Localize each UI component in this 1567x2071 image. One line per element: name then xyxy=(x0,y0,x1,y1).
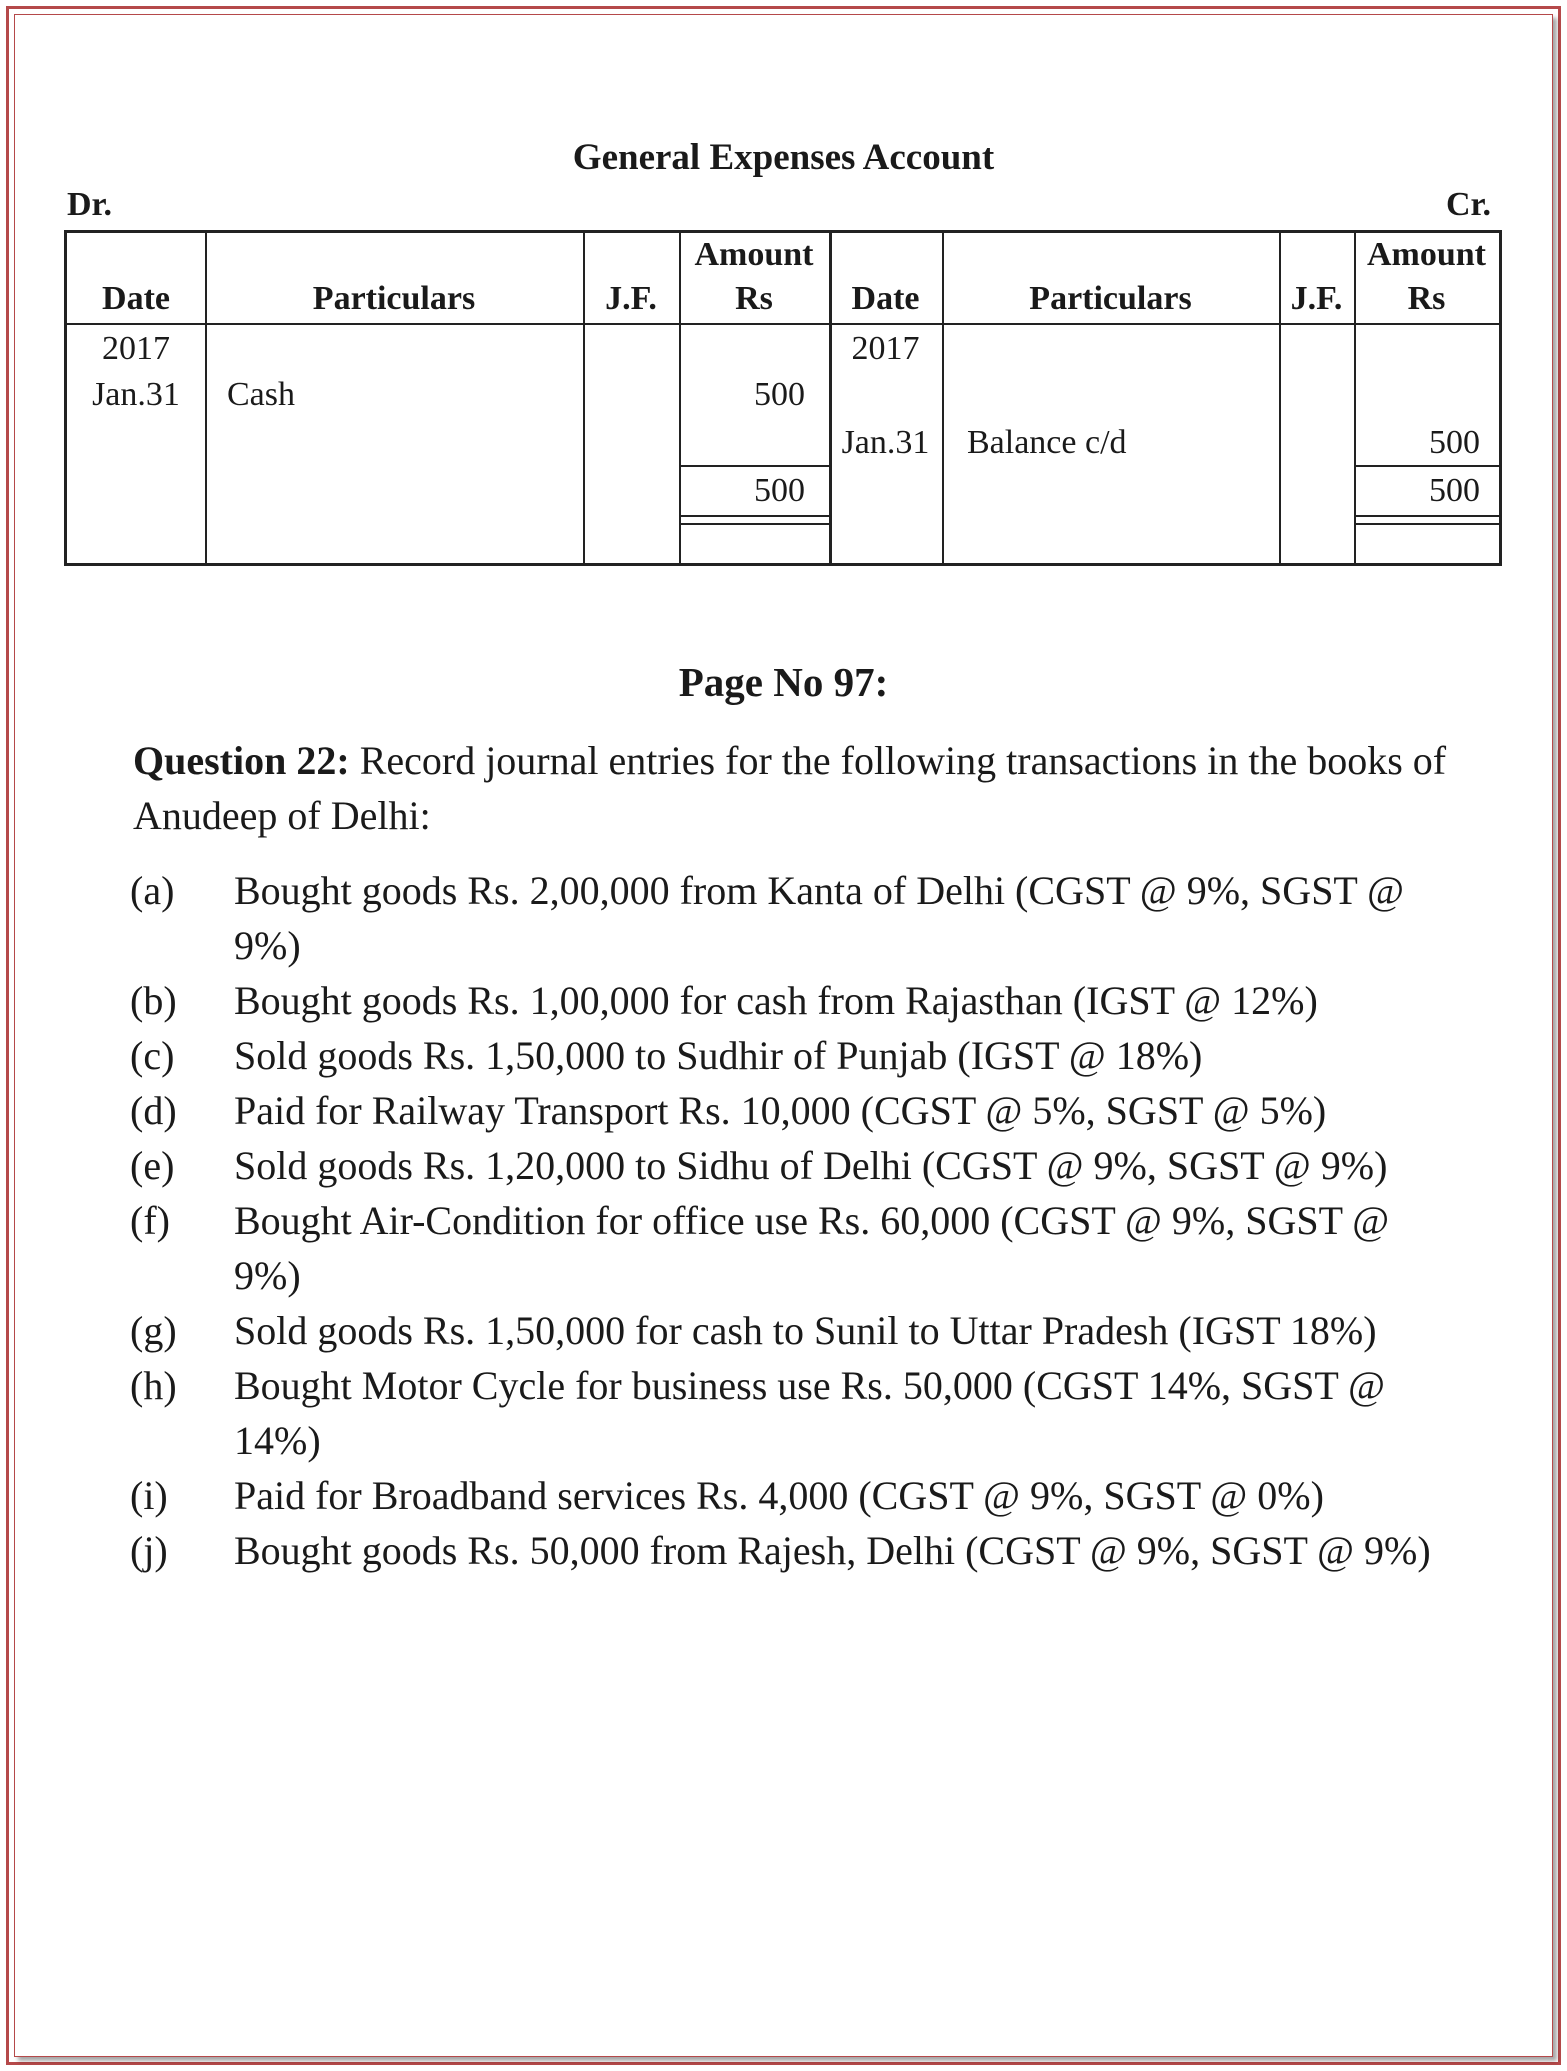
list-item xyxy=(130,1468,1460,1523)
credit-jf-header: J.F. xyxy=(1290,280,1343,317)
credit-total-rule-top xyxy=(1354,465,1499,467)
item-label: (f) xyxy=(130,1198,170,1243)
list-item xyxy=(130,1138,1460,1193)
item-label: (h) xyxy=(130,1363,177,1408)
item-label: (j) xyxy=(130,1528,168,1573)
item-text: Bought Air-Condition for office use Rs. 60,000 (CGST @ 9%, SGST @ 9%) xyxy=(234,1198,1390,1298)
credit-date: Jan.31 xyxy=(841,424,930,461)
question-label: Question 22: xyxy=(133,738,350,783)
question-text xyxy=(133,733,1453,843)
list-item xyxy=(130,1303,1460,1358)
item-text: Sold goods Rs. 1,50,000 to Sudhir of Punjab (IGST @ 18%) xyxy=(234,1033,1203,1078)
item-text: Bought goods Rs. 50,000 from Rajesh, Delhi (CGST @ 9%, SGST @ 9%) xyxy=(234,1528,1431,1573)
list-item xyxy=(130,973,1460,1028)
item-text: Paid for Broadband services Rs. 4,000 (CGST @ 9%, SGST @ 0%) xyxy=(234,1473,1324,1518)
item-label: (b) xyxy=(130,978,177,1023)
debit-jf-header: J.F. xyxy=(605,280,657,317)
list-item xyxy=(130,1193,1460,1303)
item-label: (d) xyxy=(130,1088,177,1133)
debit-amount: 500 xyxy=(754,376,805,413)
debit-total: 500 xyxy=(754,472,805,509)
list-item xyxy=(130,1028,1460,1083)
item-label: (c) xyxy=(130,1033,175,1078)
debit-side-label: Dr. xyxy=(67,186,113,223)
item-label: (a) xyxy=(130,868,175,913)
list-item xyxy=(130,1523,1460,1578)
item-text: Paid for Railway Transport Rs. 10,000 (CGST @ 5%, SGST @ 5%) xyxy=(234,1088,1327,1133)
item-label: (g) xyxy=(130,1308,177,1353)
list-item xyxy=(130,863,1460,973)
credit-year: 2017 xyxy=(851,330,920,367)
list-item xyxy=(130,1083,1460,1138)
item-text: Sold goods Rs. 1,20,000 to Sidhu of Delhi (CGST @ 9%, SGST @ 9%) xyxy=(234,1143,1388,1188)
item-text: Bought Motor Cycle for business use Rs. 50,000 (CGST 14%, SGST @ 14%) xyxy=(234,1363,1385,1463)
debit-amount-unit: Rs xyxy=(735,280,773,317)
header-rule xyxy=(67,323,1499,325)
debit-date: Jan.31 xyxy=(92,376,180,413)
item-text: Bought goods Rs. 2,00,000 from Kanta of Delhi (CGST @ 9%, SGST @ 9%) xyxy=(234,868,1404,968)
credit-date-header: Date xyxy=(851,280,920,317)
list-item xyxy=(130,1358,1460,1468)
ledger-table xyxy=(64,230,1502,566)
debit-total-rule-top xyxy=(679,465,829,467)
item-label: (e) xyxy=(130,1143,175,1188)
item-text: Sold goods Rs. 1,50,000 for cash to Sunil to Uttar Pradesh (IGST 18%) xyxy=(234,1308,1377,1353)
credit-total-rule-double xyxy=(1354,523,1499,525)
credit-amount-header: Amount xyxy=(1366,236,1487,273)
account-title: General Expenses Account xyxy=(572,137,995,178)
credit-amount: 500 xyxy=(1429,424,1480,461)
transaction-list xyxy=(130,863,1460,1578)
credit-total-rule-bottom xyxy=(1354,515,1499,517)
question-body: Record journal entries for the following transactions in the books of Anudeep of Delhi: xyxy=(133,738,1447,838)
credit-total: 500 xyxy=(1429,472,1480,509)
credit-side-label: Cr. xyxy=(1446,186,1492,223)
item-label: (i) xyxy=(130,1473,168,1518)
page-number-heading: Page No 97: xyxy=(678,659,889,705)
debit-particulars: Cash xyxy=(227,376,295,413)
item-text: Bought goods Rs. 1,00,000 for cash from Rajasthan (IGST @ 12%) xyxy=(234,978,1318,1023)
credit-amount-unit: Rs xyxy=(1407,280,1446,317)
debit-year: 2017 xyxy=(102,330,170,367)
credit-particulars: Balance c/d xyxy=(967,424,1127,461)
debit-date-header: Date xyxy=(102,280,170,317)
credit-particulars-header: Particulars xyxy=(1029,280,1192,317)
debit-total-rule-double xyxy=(679,523,829,525)
debit-amount-header: Amount xyxy=(694,236,814,273)
debit-particulars-header: Particulars xyxy=(312,280,476,317)
debit-total-rule-bottom xyxy=(679,515,829,517)
